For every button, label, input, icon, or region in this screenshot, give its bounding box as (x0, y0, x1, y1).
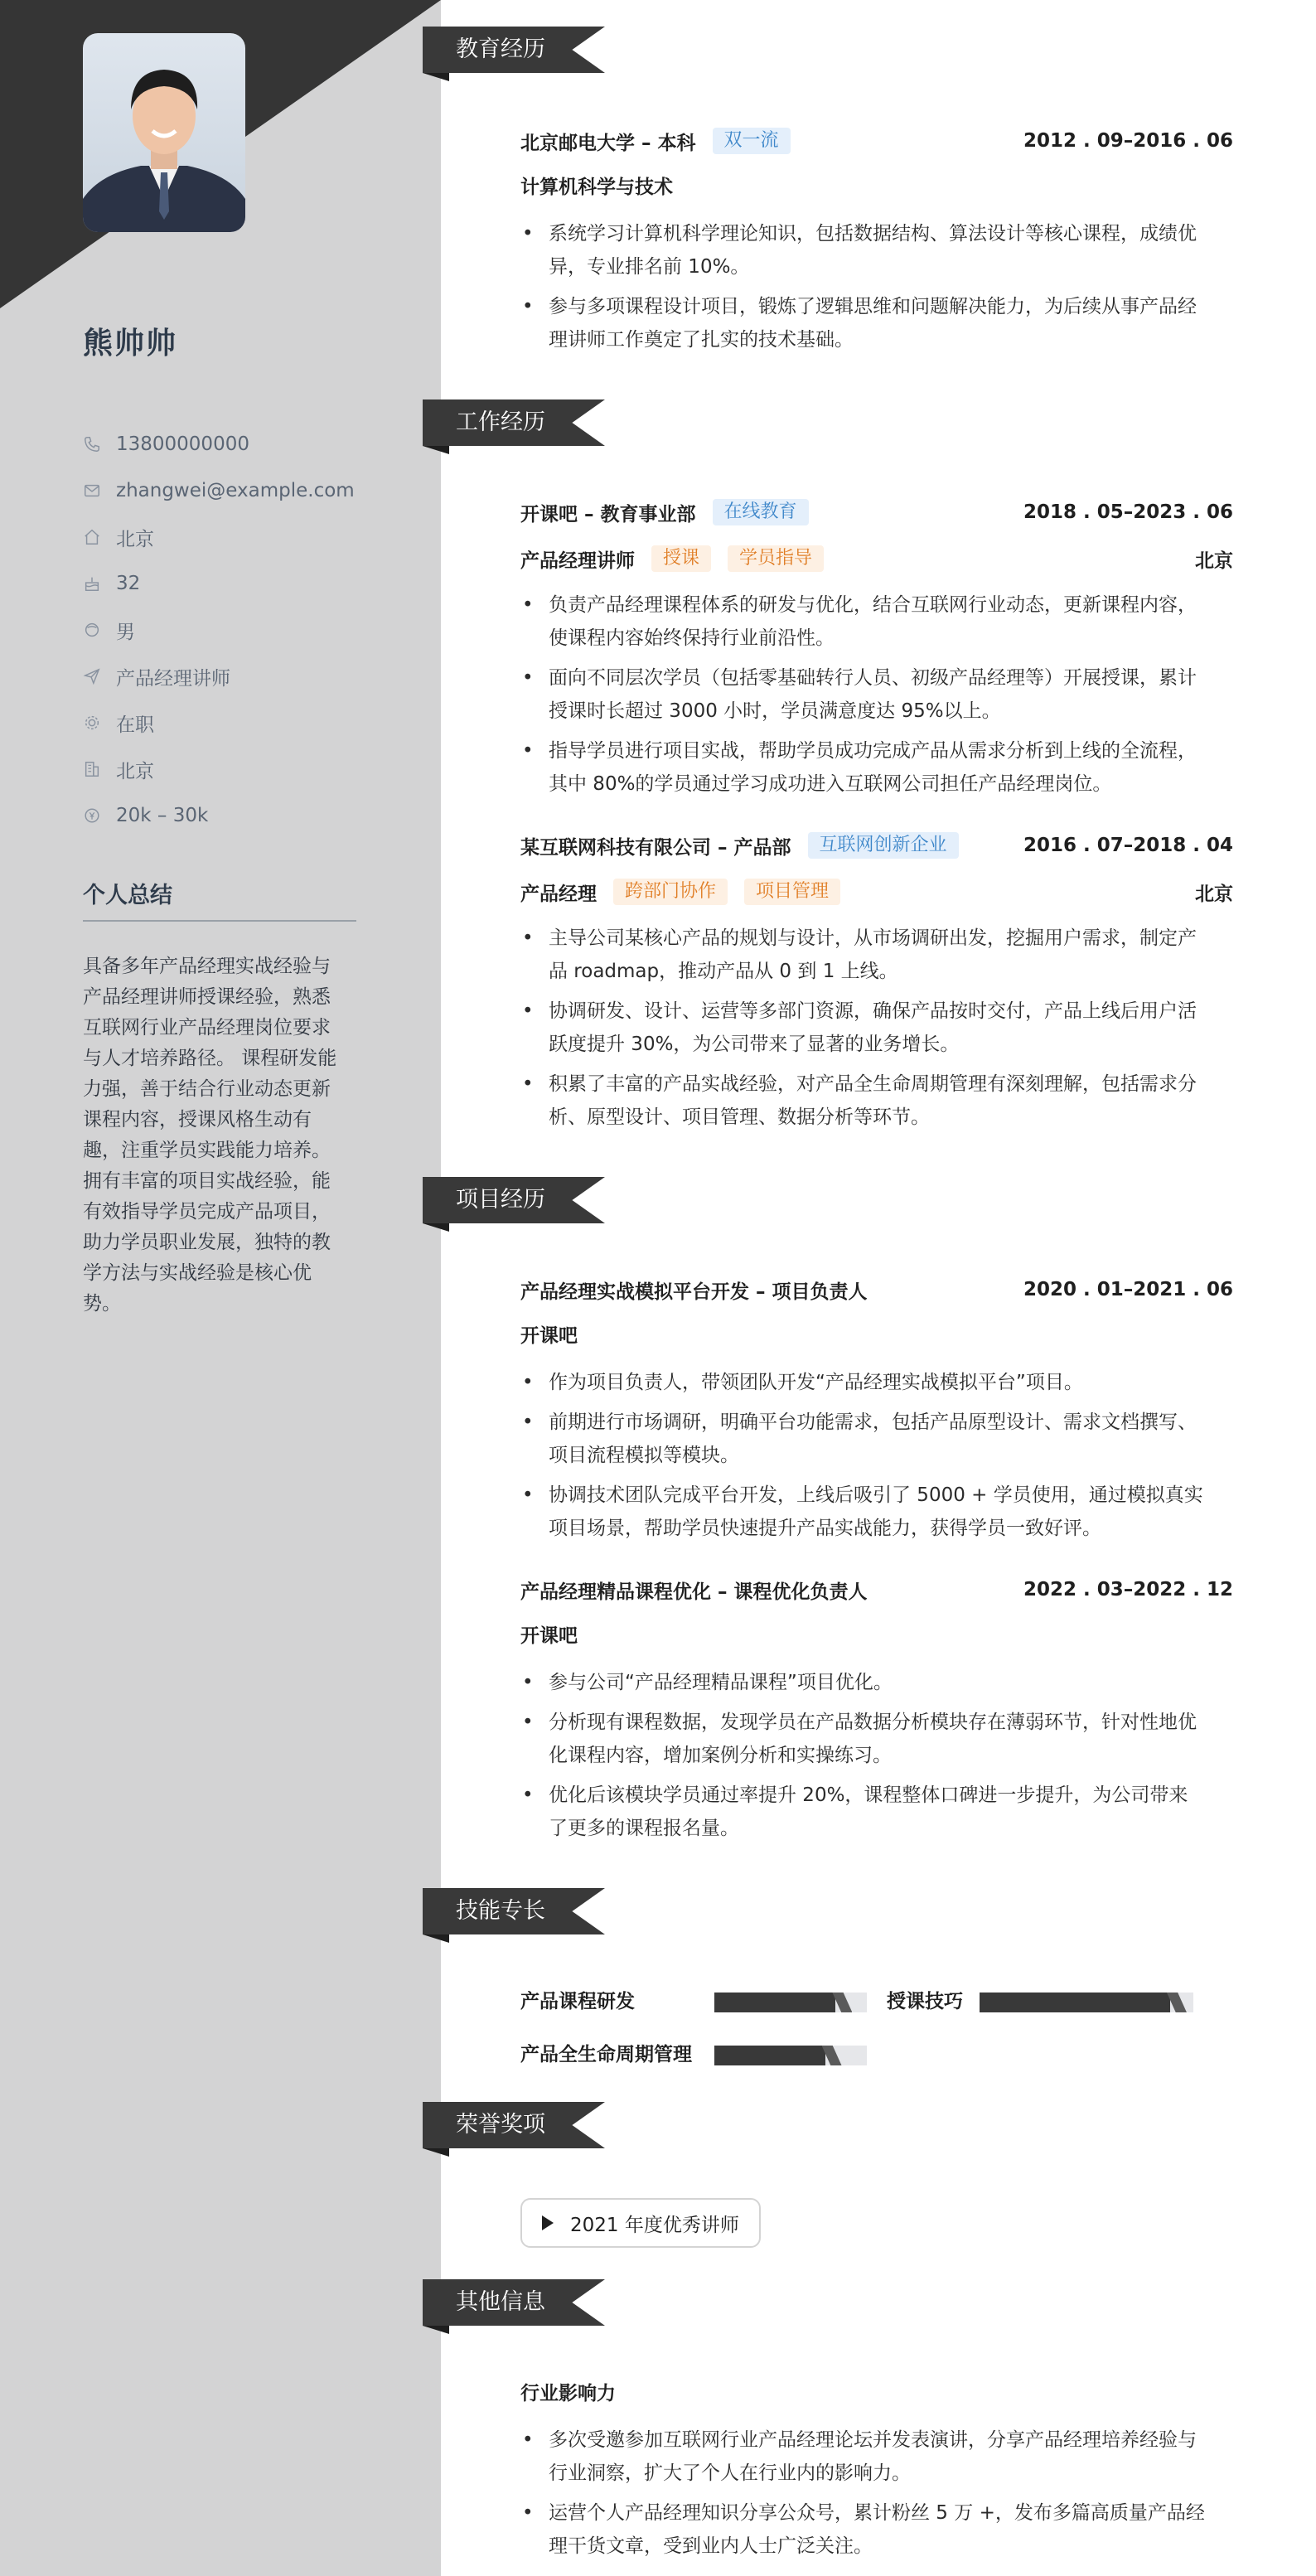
skill-name: 授课技巧 (887, 1991, 963, 2012)
skill-bar (980, 1993, 1193, 2012)
education-header (520, 126, 1233, 156)
section-projects (423, 1177, 605, 1223)
work-header (520, 830, 1233, 860)
skill-name: 产品课程研发 (520, 1991, 635, 2012)
education-bullet: • 系统学习计算机科学理论知识，包括数据结构、算法设计等核心课程，成绩优 异，专业排名前 10%。 (522, 223, 1197, 278)
avatar (83, 33, 245, 232)
role-tag: 授课 (651, 545, 711, 572)
role-tag: 跨部门协作 (613, 879, 728, 905)
company-name: 某互联网科技有限公司 – 产品部 (520, 836, 791, 859)
position-text: 产品经理讲师 (116, 667, 230, 690)
education-bullet: • 参与多项课程设计项目，锻炼了逻辑思维和问题解决能力，为后续从事产品经 理讲师工作奠定了扎实的技术基础。 (522, 296, 1197, 351)
summary-line: 助力学员职业发展，独特的教 (83, 1232, 331, 1253)
summary-title: 个人总结 (83, 883, 172, 908)
summary-line: 力强，善于结合行业动态更新 (83, 1078, 331, 1100)
building-icon (83, 760, 101, 778)
gender-icon (83, 621, 101, 639)
phone-text: 13800000000 (116, 433, 249, 455)
work-location: 北京 (1195, 550, 1233, 572)
summary-line: 互联网行业产品经理岗位要求 (83, 1017, 331, 1039)
major: 计算机科学与技术 (520, 177, 673, 198)
home-text: 北京 (116, 528, 154, 550)
profile-name: 熊帅帅 (83, 327, 178, 361)
section-other (423, 2279, 605, 2326)
project-org: 开课吧 (520, 1325, 578, 1347)
status-text: 在职 (116, 714, 154, 736)
info-position (83, 661, 230, 691)
info-home (83, 522, 154, 552)
section-education (423, 27, 605, 73)
info-status (83, 708, 154, 738)
project-title: 产品经理精品课程优化 – 课程优化负责人 (520, 1581, 868, 1603)
work-bullet: • 负责产品经理课程体系的研发与优化，结合互联网行业动态，更新课程内容， 使课程内容始终保持行业前沿性。 (522, 594, 1197, 649)
company-tag: 互联网创新企业 (808, 832, 959, 859)
skill-bar (714, 2046, 867, 2065)
work-header (520, 497, 1233, 527)
age-text: 32 (116, 573, 141, 594)
summary-line: 具备多年产品经理实战经验与 (83, 956, 331, 977)
section-work (423, 399, 605, 446)
summary-line: 课程内容，授课风格生动有 (83, 1109, 312, 1131)
info-salary (83, 801, 208, 830)
summary-line: 学方法与实战经验是核心优 (83, 1262, 312, 1284)
summary-line: 产品经理讲师授课经验，熟悉 (83, 986, 331, 1008)
email-text: zhangwei@example.com (116, 480, 355, 501)
section-title: 技能专长 (456, 1898, 545, 1924)
other-bullet: • 运营个人产品经理知识分享公众号，累计粉丝 5 万 +，发布多篇高质量产品经 理干货文章，受到业内人士广泛关注。 (522, 2502, 1205, 2557)
play-icon (542, 2215, 554, 2230)
work-role (520, 544, 1233, 574)
project-bullet: • 前期进行市场调研，明确平台功能需求，包括产品原型设计、需求文档撰写、 项目流程模拟等模块。 (522, 1411, 1197, 1466)
gender-text: 男 (116, 621, 135, 643)
project-bullet: • 分析现有课程数据，发现学员在产品数据分析模块存在薄弱环节，针对性地优 化课程内容，增加案例分析和实操练习。 (522, 1712, 1197, 1766)
skill-fill (980, 1993, 1170, 2012)
sidebar (0, 0, 441, 2576)
section-title: 荣誉奖项 (456, 2112, 545, 2138)
work-bullet: • 指导学员进行项目实战，帮助学员成功完成产品从需求分析到上线的全流程， 其中 80%的学员通过学习成功进入互联网公司担任产品经理岗位。 (522, 740, 1197, 795)
section-title: 教育经历 (456, 36, 545, 62)
skill-fill (714, 2046, 825, 2065)
school-tag: 双一流 (713, 128, 791, 154)
work-bullet: • 主导公司某核心产品的规划与设计，从市场调研出发，挖掘用户需求，制定产 品 roadmap，推动产品从 0 到 1 上线。 (522, 927, 1197, 982)
award-name: 2021 年度优秀讲师 (570, 2214, 739, 2236)
work-bullet: • 协调研发、设计、运营等多部门资源，确保产品按时交付，产品上线后用户活 跃度提升 30%，为公司带来了显著的业务增长。 (522, 1000, 1197, 1055)
summary-line: 趣，注重学员实践能力培养。 (83, 1140, 331, 1161)
work-date: 2016 . 07–2018 . 04 (1023, 835, 1233, 856)
city-text: 北京 (116, 760, 154, 782)
summary-line: 与人才培养路径。 课程研发能 (83, 1048, 337, 1069)
award-chip (520, 2198, 761, 2248)
settings-icon (83, 714, 101, 732)
project-title: 产品经理实战模拟平台开发 – 项目负责人 (520, 1281, 868, 1303)
project-bullet: • 参与公司“产品经理精品课程”项目优化。 (522, 1672, 893, 1693)
phone-icon (83, 435, 101, 453)
skill-fill (714, 1993, 835, 2012)
summary-line: 势。 (83, 1293, 121, 1315)
salary-text: 20k – 30k (116, 805, 209, 826)
work-date: 2018 . 05–2023 . 06 (1023, 501, 1233, 523)
company-name: 开课吧 – 教育事业部 (520, 503, 696, 525)
section-title: 工作经历 (456, 409, 545, 435)
work-role (520, 877, 1233, 907)
summary-text (83, 951, 356, 1319)
section-honors (423, 2102, 605, 2148)
skill-name: 产品全生命周期管理 (520, 2044, 692, 2065)
project-bullet: • 优化后该模块学员通过率提升 20%，课程整体口碑进一步提升，为公司带来 了更多的课程报名量。 (522, 1784, 1188, 1839)
role-tag: 学员指导 (728, 545, 824, 572)
info-city (83, 754, 154, 784)
project-bullet: • 协调技术团队完成平台开发，上线后吸引了 5000 + 学员使用，通过模拟真实 项目场景，帮助学员快速提升产品实战能力，获得学员一致好评。 (522, 1484, 1203, 1539)
project-date: 2020 . 01–2021 . 06 (1023, 1279, 1233, 1300)
summary-line: 拥有丰富的项目实战经验，能 (83, 1170, 331, 1192)
education-date: 2012 . 09–2016 . 06 (1023, 130, 1233, 152)
info-phone (83, 429, 249, 459)
summary-divider (83, 920, 356, 922)
summary-line: 有效指导学员完成产品项目， (83, 1201, 331, 1223)
work-location: 北京 (1195, 883, 1233, 905)
role-title: 产品经理讲师 (520, 550, 635, 572)
other-title: 行业影响力 (520, 2383, 616, 2404)
info-email (83, 476, 355, 506)
other-bullet: • 多次受邀参加互联网行业产品经理论坛并发表演讲，分享产品经理培养经验与 行业洞察，扩大了个人在行业内的影响力。 (522, 2429, 1197, 2484)
send-icon (83, 667, 101, 685)
project-date: 2022 . 03–2022 . 12 (1023, 1579, 1233, 1600)
section-title: 项目经历 (456, 1187, 545, 1213)
info-gender (83, 615, 135, 645)
project-header (520, 1575, 1233, 1605)
home-icon (83, 528, 101, 546)
section-title: 其他信息 (456, 2289, 545, 2315)
role-tag: 项目管理 (744, 879, 840, 905)
role-title: 产品经理 (520, 883, 597, 905)
school-name: 北京邮电大学 – 本科 (520, 132, 696, 154)
info-age (83, 569, 140, 598)
project-bullet: • 作为项目负责人，带领团队开发“产品经理实战模拟平台”项目。 (522, 1372, 1083, 1393)
work-bullet: • 面向不同层次学员（包括零基础转行人员、初级产品经理等）开展授课，累计 授课时长超过 3000 小时，学员满意度达 95%以上。 (522, 667, 1197, 722)
work-bullet: • 积累了丰富的产品实战经验，对产品全生命周期管理有深刻理解，包括需求分 析、原型设计、项目管理、数据分析等环节。 (522, 1073, 1197, 1128)
skill-bar (714, 1993, 867, 2012)
company-tag: 在线教育 (713, 499, 809, 525)
project-header (520, 1275, 1233, 1305)
section-skills (423, 1888, 605, 1934)
salary-icon (83, 806, 101, 825)
mail-icon (83, 482, 101, 500)
cake-icon (83, 574, 101, 593)
project-org: 开课吧 (520, 1625, 578, 1647)
